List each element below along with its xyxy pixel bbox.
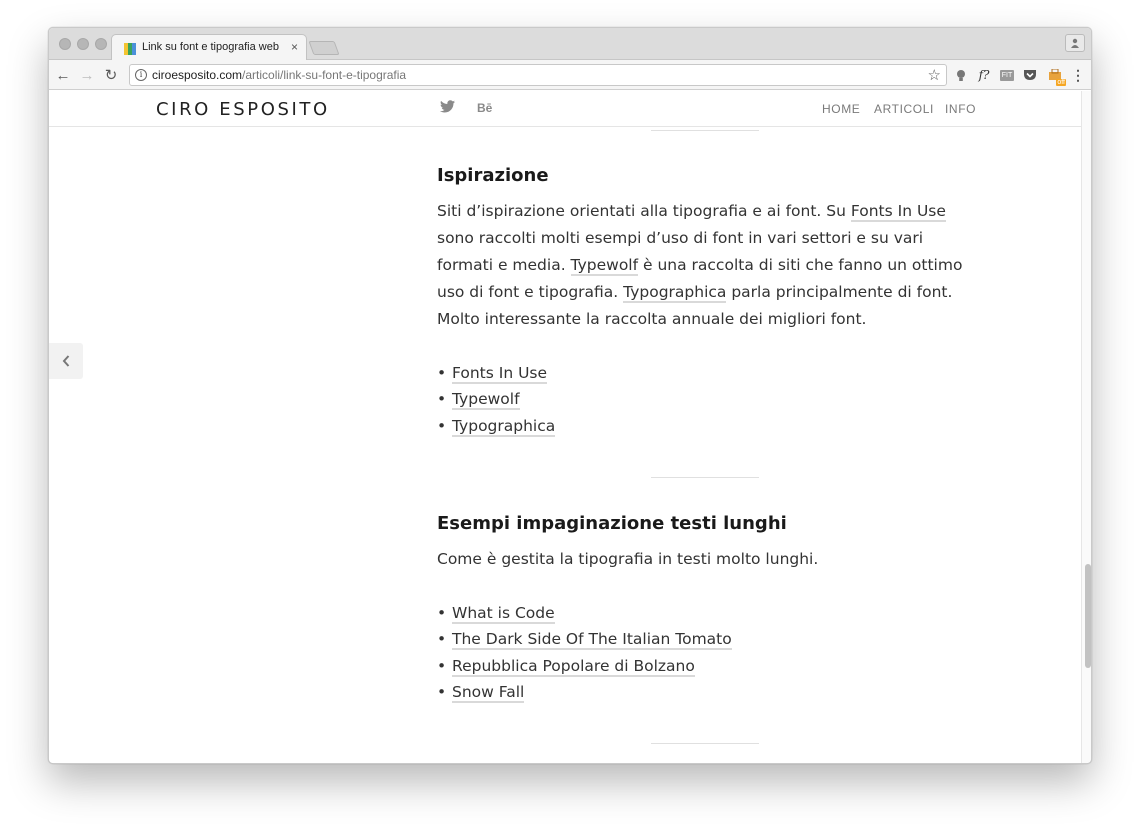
list-item — [452, 386, 977, 412]
info-icon[interactable]: i — [135, 69, 147, 81]
list-link[interactable]: Snow Fall — [452, 682, 525, 701]
list-item — [452, 600, 977, 626]
nav-home[interactable]: HOME — [822, 102, 861, 116]
section-body — [437, 198, 977, 333]
section-heading: Esempi impaginazione testi lunghi — [437, 513, 787, 534]
browser-toolbar — [49, 60, 1091, 90]
nav-info[interactable]: INFO — [945, 102, 977, 116]
list-link[interactable]: Typographica — [452, 416, 556, 435]
list-link[interactable]: Typewolf — [452, 390, 520, 409]
browser-window — [48, 27, 1092, 764]
forward-icon[interactable]: → — [79, 66, 95, 84]
section-esempi-impaginazione — [437, 513, 977, 705]
body-text: sono raccolti molti esempi d’uso di font in vari settori e su vari formati e media. — [437, 229, 924, 274]
link-list — [437, 600, 977, 705]
section-ispirazione — [437, 165, 977, 439]
deal-badge: off — [1057, 79, 1065, 86]
site-logo[interactable]: CIRO ESPOSITO — [156, 99, 330, 120]
prev-article-button[interactable] — [49, 343, 83, 379]
list-item — [452, 679, 977, 705]
lightbulb-icon[interactable] — [952, 66, 970, 84]
list-item — [452, 626, 977, 652]
tab-title: Link su font e tipografia web — [142, 41, 279, 53]
favicon-icon — [124, 43, 136, 55]
browser-tab[interactable] — [111, 34, 307, 61]
web-page — [49, 91, 1081, 764]
deal-icon[interactable] — [1046, 66, 1064, 84]
bookmark-star-icon[interactable]: ☆ — [927, 67, 941, 84]
tab-close-icon[interactable]: × — [290, 40, 298, 54]
inline-link-typographica[interactable]: Typographica — [623, 283, 727, 301]
list-item — [452, 653, 977, 679]
behance-icon[interactable]: Bē — [477, 101, 493, 115]
new-tab-button[interactable] — [308, 41, 339, 55]
fit-icon[interactable]: FIT — [1001, 71, 1013, 79]
inline-link-fonts-in-use[interactable]: Fonts In Use — [850, 202, 946, 220]
body-text: Siti d’ispirazione orientati alla tipografia e ai font. Su — [437, 202, 851, 220]
reload-icon[interactable]: ↻ — [104, 67, 118, 84]
body-text: Come è gestita la tipografia in testi molto lunghi. — [437, 550, 819, 568]
inline-link-typewolf[interactable]: Typewolf — [570, 256, 639, 274]
section-divider — [651, 743, 759, 744]
section-heading: Ispirazione — [437, 165, 549, 186]
menu-kebab-icon[interactable]: ⋮ — [1071, 66, 1085, 83]
font-icon[interactable]: f? — [978, 68, 990, 82]
section-body — [437, 546, 977, 573]
body-text: parla principalmente di font. Molto interessante la raccolta annuale dei migliori font. — [437, 283, 953, 328]
list-item — [452, 360, 977, 386]
close-window-button[interactable] — [59, 38, 71, 50]
title-bar — [49, 28, 1091, 60]
section-divider — [651, 130, 759, 131]
twitter-icon[interactable] — [440, 100, 455, 116]
scrollbar-thumb[interactable] — [1085, 564, 1091, 668]
list-item — [452, 413, 977, 439]
list-link[interactable]: Fonts In Use — [452, 364, 548, 382]
back-icon[interactable]: ← — [55, 66, 71, 84]
link-list — [437, 360, 977, 439]
address-bar[interactable] — [129, 64, 947, 86]
body-text: è una raccolta di siti che fanno un ottimo uso di font e tipografia. — [437, 256, 963, 301]
list-link[interactable]: The Dark Side Of The Italian Tomato — [452, 630, 732, 649]
minimize-window-button[interactable] — [77, 38, 89, 50]
pocket-icon[interactable] — [1021, 66, 1039, 84]
profile-icon[interactable] — [1065, 34, 1085, 52]
list-link[interactable]: Repubblica Popolare di Bolzano — [452, 656, 695, 675]
chevron-left-icon — [62, 355, 70, 367]
scrollbar[interactable] — [1081, 91, 1092, 764]
nav-articoli[interactable]: ARTICOLI — [874, 102, 934, 116]
site-header — [49, 91, 1081, 127]
list-link[interactable]: What is Code — [452, 604, 555, 622]
section-divider — [651, 477, 759, 478]
maximize-window-button[interactable] — [95, 38, 107, 50]
url-text: ciroesposito.com/articoli/link-su-font-e-tipografia — [152, 68, 407, 82]
